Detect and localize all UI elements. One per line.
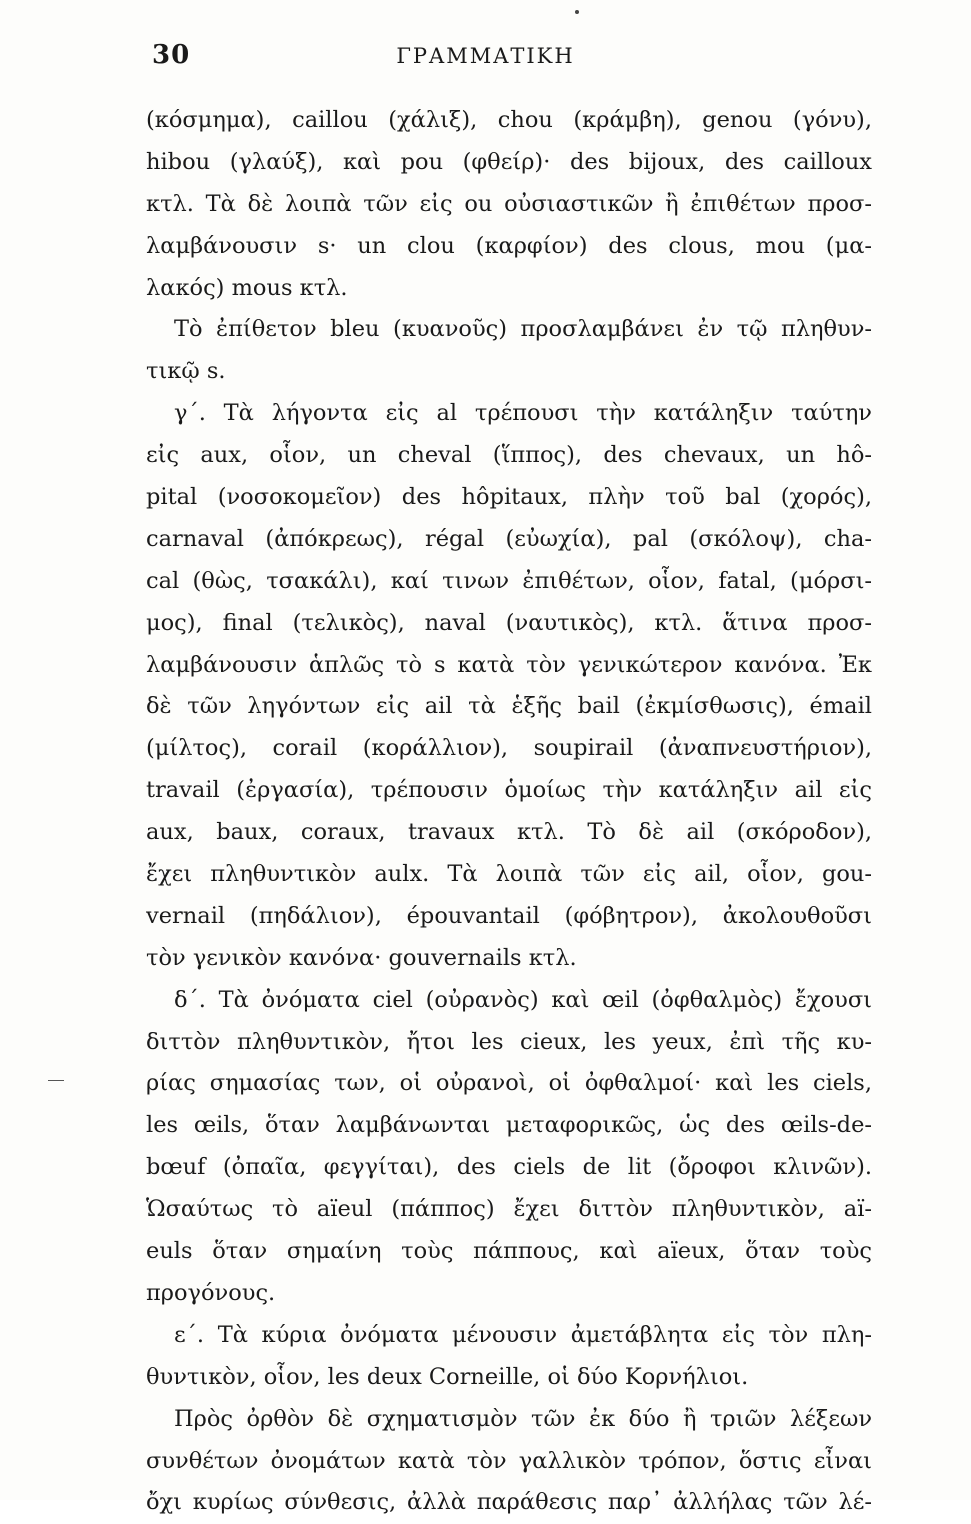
text-line: carnaval (ἀπόκρεως), régal (εὐωχία), pal (σκόλοψ), cha-	[146, 525, 872, 552]
text-line: τὸν γενικὸν κανόνα· gouvernails κτλ.	[146, 944, 577, 971]
text-line: λαμβάνουσιν ἁπλῶς τὸ s κατὰ τὸν γενικώτερον κανόνα. Ἐκ	[146, 651, 872, 678]
text-line: λαμβάνουσιν s· un clou (καρφίον) des clous, mou (μα-	[146, 232, 872, 259]
text-line: hibou (γλαύξ), καὶ pou (φθείρ)· des bijoux, des cailloux	[146, 148, 872, 175]
text-line: ε΄. Τὰ κύρια ὀνόματα μένουσιν ἀμετάβλητα εἰς τὸν πλη-	[174, 1321, 872, 1348]
ink-speck	[575, 10, 579, 14]
text-line: bœuf (ὀπαῖα, φεγγίται), des ciels de lit (ὄροφοι κλινῶν).	[146, 1154, 872, 1181]
text-line: εἰς aux, οἷον, un cheval (ἵππος), des chevaux, un hô-	[146, 442, 872, 469]
text-line: ὄχι κυρίως σύνθεσις, ἀλλὰ παράθεσις παρ᾽ ἀλλήλας τῶν λέ-	[146, 1489, 872, 1516]
text-line: ἔχει πληθυντικὸν aulx. Τὰ λοιπὰ τῶν εἰς ail, οἷον, gou-	[146, 861, 872, 888]
text-line: vernail (πηδάλιον), épouvantail (φόβητρον), ἀκολουθοῦσι	[146, 902, 872, 929]
text-line: ρίας σημασίας των, οἱ οὐρανοὶ, οἱ ὀφθαλμοί· καὶ les ciels,	[146, 1070, 872, 1097]
body-text	[146, 100, 872, 1524]
page-number: 30	[152, 40, 191, 70]
text-line: Τὸ ἐπίθετον bleu (κυανοῦς) προσλαμβάνει ἐν τῷ πληθυν-	[174, 316, 872, 343]
text-line: δ΄. Τὰ ὀνόματα ciel (οὐρανὸς) καὶ œil (ὀφθαλμὸς) ἔχουσι	[174, 986, 872, 1013]
text-line: (μίλτος), corail (κοράλλιον), soupirail (ἀναπνευστήριον),	[146, 735, 872, 762]
text-line: les œils, ὅταν λαμβάνωνται μεταφορικῶς, ὡς des œils-de-	[146, 1112, 872, 1139]
text-line: γ΄. Τὰ λήγοντα εἰς al τρέπουσι τὴν κατάληξιν ταύτην	[174, 400, 872, 427]
text-line: δὲ τῶν ληγόντων εἰς ail τὰ ἑξῆς bail (ἐκμίσθωσις), émail	[146, 693, 872, 720]
text-line: Πρὸς ὀρθὸν δὲ σχηματισμὸν τῶν ἐκ δύο ἢ τριῶν λέξεων	[174, 1405, 872, 1432]
margin-pencil-mark	[48, 1080, 64, 1081]
text-line: συνθέτων ὀνομάτων κατὰ τὸν γαλλικὸν τρόπον, ὅστις εἶναι	[146, 1447, 872, 1474]
text-line: προγόνους.	[146, 1279, 276, 1306]
text-line: θυντικὸν, οἷον, les deux Corneille, οἱ δύο Κορνήλιοι.	[146, 1363, 749, 1390]
text-line: aux, baux, coraux, travaux κτλ. Τὸ δὲ ail (σκόροδον),	[146, 819, 872, 846]
text-line: κτλ. Τὰ δὲ λοιπὰ τῶν εἰς ou οὐσιαστικῶν ἢ ἐπιθέτων προσ-	[146, 190, 872, 217]
text-line: διττὸν πληθυντικὸν, ἤτοι les cieux, les yeux, ἐπὶ τῆς κυ-	[146, 1028, 872, 1055]
text-line: μος), final (τελικὸς), naval (ναυτικὸς), κτλ. ἅτινα προσ-	[146, 609, 872, 636]
text-line: Ὡσαύτως τὸ aïeul (πάππος) ἔχει διττὸν πληθυντικὸν, aï-	[146, 1196, 872, 1223]
text-line: euls ὅταν σημαίνη τοὺς πάππους, καὶ aïeux, ὅταν τοὺς	[146, 1238, 872, 1265]
text-line: pital (νοσοκομεῖον) des hôpitaux, πλὴν τοῦ bal (χορός),	[146, 484, 872, 511]
running-title: ΓΡΑΜΜΑΤΙΚΗ	[396, 44, 575, 68]
text-line: λακός) mous κτλ.	[146, 274, 348, 301]
text-line: τικῷ s.	[146, 358, 226, 385]
text-line: (κόσμημα), caillou (χάλιξ), chou (κράμβη), genou (γόνυ),	[146, 107, 872, 133]
text-line: cal (θὼς, τσακάλι), καί τινων ἐπιθέτων, οἷον, fatal, (μόρσι-	[146, 567, 872, 594]
text-line: travail (ἐργασία), τρέπουσιν ὁμοίως τὴν κατάληξιν ail εἰς	[146, 777, 872, 804]
